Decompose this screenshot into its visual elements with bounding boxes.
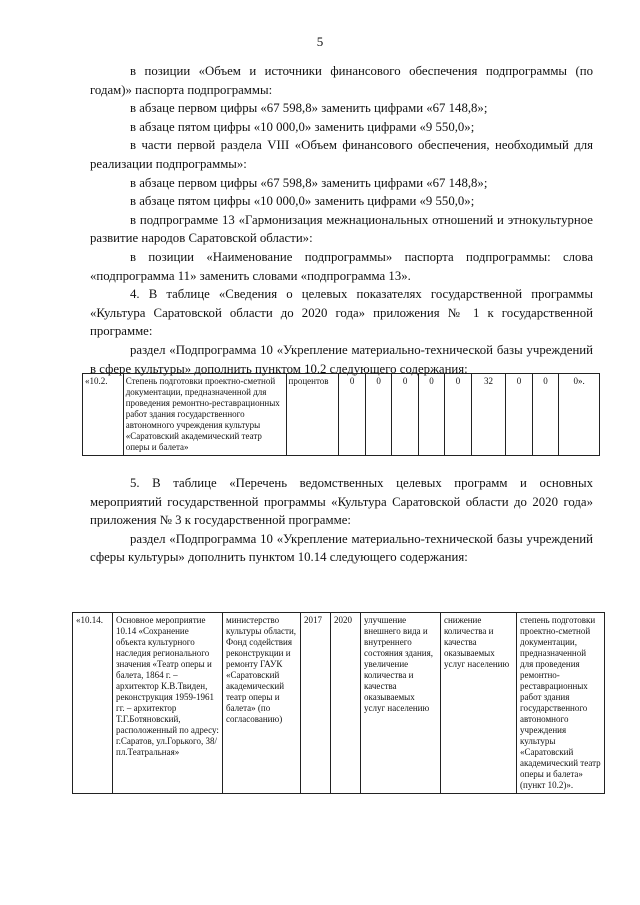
value-cell: 0 [339,374,365,456]
section-5-text [90,474,593,567]
main-text [90,62,593,378]
paragraph: в абзаце пятом цифры «10 000,0» заменить цифрами «9 550,0»; [130,194,475,209]
paragraph: 4. В таблице «Сведения о целевых показателях государственной программы «Культура Саратовской области до 2020 года» приложения № 1 к государственной программе: [90,287,593,339]
executor: министерство культуры области, Фонд содействия реконструкции и ремонту ГАУК «Саратовский академический театр оперы и балета» (по согласованию) [223,613,301,794]
paragraph: в абзаце первом цифры «67 598,8» заменить цифрами «67 148,8»; [130,175,488,190]
expected-result: улучшение внешнего вида и внутреннего состояния здания, увеличение количества и качества оказываемых услуг населению [361,613,441,794]
page-number: 5 [316,34,324,49]
value-cell: 0 [445,374,471,456]
consequence: снижение количества и качества оказываемых услуг населению [441,613,517,794]
value-cell: 0 [418,374,444,456]
year-start: 2017 [301,613,331,794]
value-cell: 32 [471,374,506,456]
measures-table [72,612,605,794]
measure-name: Основное мероприятие 10.14 «Сохранение объекта культурного наследия регионального значения «Театр оперы и балета, 1864 г. – архитектор К.В.Твиден, реконструкция 1959-1961 гг. – архитектор Т.Г.Ботяновский, расположенный по адресу: г.Саратов, ул.Горького, 38/ пл.Театральная» [113,613,223,794]
row-number: «10.2. [83,374,124,456]
table-row [83,374,600,456]
unit: процентов [286,374,339,456]
paragraph: раздел «Подпрограмма 10 «Укрепление материально-технической базы учреждений в сфере культуры» дополнить пунктом 10.2 следующего содержания: [90,342,593,376]
paragraph: в части первой раздела VIII «Объем финансового обеспечения, необходимый для реализации подпрограммы»: [90,138,593,171]
paragraph: в позиции «Объем и источники финансового обеспечения подпрограммы (по годам)» паспорта подпрограммы: [90,64,593,97]
value-cell: 0». [559,374,600,456]
table-row [73,613,605,794]
paragraph: в абзаце первом цифры «67 598,8» заменить цифрами «67 148,8»; [130,101,488,116]
paragraph: раздел «Подпрограмма 10 «Укрепление материально-технической базы учреждений сферы культуры» дополнить пунктом 10.14 следующего содержания: [90,531,593,565]
row-number: «10.14. [73,613,113,794]
year-end: 2020 [331,613,361,794]
paragraph: в абзаце пятом цифры «10 000,0» заменить цифрами «9 550,0»; [130,119,475,134]
linked-indicator: степень подготовки проектно-сметной документации, предназначенной для проведения ремонтно-реставрационных работ здания государственного автономного учреждения культуры «Саратовский академический театр оперы и балета» (пункт 10.2)». [517,613,605,794]
value-cell: 0 [532,374,558,456]
paragraph: 5. В таблице «Перечень ведомственных целевых программ и основных мероприятий государственной программы «Культура Саратовской области до 2020 года» приложения № 3 к государственной программе: [90,476,593,528]
value-cell: 0 [365,374,391,456]
paragraph: в позиции «Наименование подпрограммы» паспорта подпрограммы: слова «подпрограмма 11» заменить словами «подпрограмма 13». [90,249,593,283]
value-cell: 0 [392,374,418,456]
indicators-table [82,373,600,456]
value-cell: 0 [506,374,532,456]
indicator-name: Степень подготовки проектно-сметной документации, предназначенной для проведения ремонтно-реставрационных работ здания государственного автономного учреждения культуры «Саратовский академический театр оперы и балета» [123,374,286,456]
paragraph: в подпрограмме 13 «Гармонизация межнациональных отношений и этнокультурное развитие народов Саратовской области»: [90,212,593,246]
